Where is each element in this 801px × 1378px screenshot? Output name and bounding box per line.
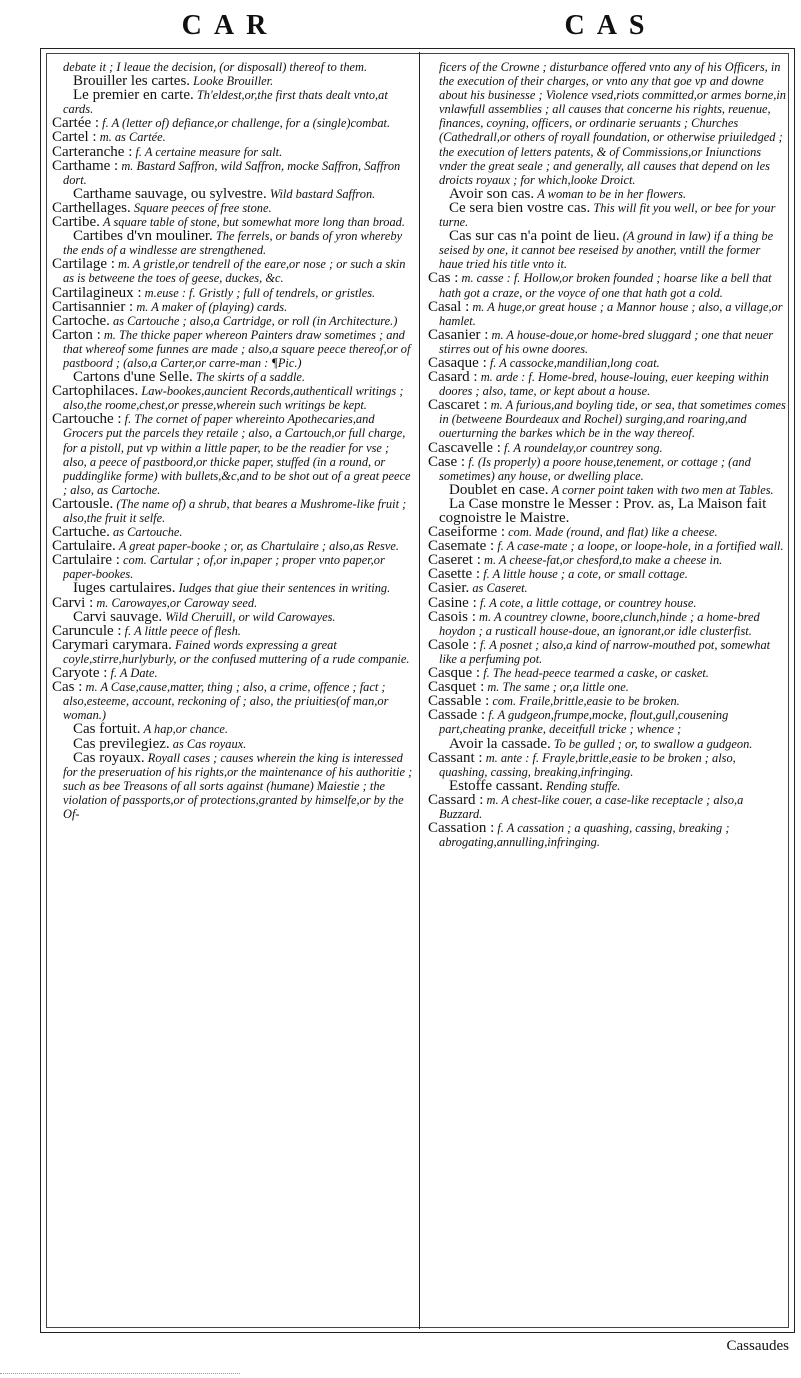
entry-headword: Le premier en carte. bbox=[73, 87, 194, 104]
dictionary-entry bbox=[52, 201, 413, 215]
entry-headword: Casal : bbox=[428, 298, 470, 315]
entry-definition: ficers of the Crowne ; disturbance offered vnto any of his Officers, in the execution of their charges, or vnto any that goe vp and downe about his businesse ; Violence vsed,riots committed,or armes borne,in vnlawfull assemblies ; all causes that concerne his rights, reuenue, finances, coyning, officers, or ordinarie seruants ; Churches (Cathedrall,or others of royall foundation, or otherwise priuiledged ; the execution of letters patents, & of Commissions,or Iniunctions vnder the great seale ; and generally, all causes that depend on les droicts royaux ; for which,looke Droict. bbox=[439, 60, 786, 187]
entry-headword: Cassant : bbox=[428, 749, 483, 766]
entry-headword: Cascaret : bbox=[428, 397, 488, 414]
dictionary-entry bbox=[52, 116, 413, 130]
entry-definition: as Cartouche. bbox=[113, 525, 183, 540]
entry-definition: m. ante : f. Frayle,brittle,easie to be broken ; also, quashing, cassing, breaking,infringing. bbox=[439, 750, 736, 779]
dictionary-entry bbox=[428, 638, 786, 666]
entry-headword: Carthame : bbox=[52, 157, 119, 174]
entry-headword: Cartulaire. bbox=[52, 538, 116, 555]
entry-headword: Cartons d'une Selle. bbox=[73, 369, 193, 386]
dictionary-entry bbox=[428, 525, 786, 539]
entry-definition: Royall cases ; causes wherein the king is interessed for the preseruation of his rights,or the maintenance of his authoritie ; such as bee Treasons of all sorts against (humane) Maiestie ; the violation of passports,or of protections,granted by himselfe,or by the Of- bbox=[63, 750, 413, 821]
entry-definition: f. A little house ; a cote, or small cottage. bbox=[483, 567, 688, 582]
entry-headword: Brouiller les cartes. bbox=[73, 73, 191, 90]
entry-definition: Iudges that giue their sentences in writing. bbox=[178, 581, 391, 596]
entry-headword: Casaque : bbox=[428, 354, 487, 371]
entry-definition: m. A countrey clowne, boore,clunch,hinde ; a home-bred hoydon ; a rusticall house-doue, an ignorant,or idle clusterfist. bbox=[439, 609, 760, 638]
entry-definition: m. Carowayes,or Caroway seed. bbox=[96, 595, 258, 610]
dictionary-entry bbox=[428, 328, 786, 356]
entry-definition: Fained words expressing a great coyle,stirre,hurlyburly, or the confused muttering of a rude companie. bbox=[63, 637, 410, 666]
entry-headword: Casanier : bbox=[428, 326, 489, 343]
entry-definition: Law-bookes,auncient Records,authenticall writings ; also,the roome,chest,or presse,wherein such writings be kept. bbox=[63, 384, 404, 413]
entry-headword: Caseiforme : bbox=[428, 524, 506, 541]
entry-headword: Carton : bbox=[52, 326, 101, 343]
entry-definition: f. (Is properly) a poore house,tenement, or cottage ; (and sometimes) any house, or dwelling place. bbox=[439, 454, 751, 483]
dictionary-entry bbox=[52, 666, 413, 680]
entry-definition: The ferrels, or bands of yron whereby the ends of a windlesse are strengthened. bbox=[63, 229, 403, 258]
entry-definition: m. Bastard Saffron, wild Saffron, mocke Saffron, Saffron dort. bbox=[63, 158, 401, 187]
entry-definition: f. The head-peece tearmed a caske, or casket. bbox=[483, 666, 709, 681]
entry-definition: m. The same ; or,a little one. bbox=[487, 680, 629, 695]
catchword: Cassaudes bbox=[726, 1338, 789, 1354]
entry-headword: Cartousle. bbox=[52, 495, 114, 512]
entry-definition: as Cas royaux. bbox=[172, 736, 247, 751]
dictionary-entry bbox=[428, 187, 786, 201]
running-head-left: CAR bbox=[181, 10, 279, 41]
entry-definition: m. arde : f. Home-bred, house-louing, euer keeping within doores ; also, tame, or kept about a house. bbox=[439, 370, 769, 399]
dictionary-entry bbox=[52, 314, 413, 328]
entry-headword: Cas : bbox=[52, 679, 83, 696]
entry-headword: Casard : bbox=[428, 369, 478, 386]
entry-headword: Caryote : bbox=[52, 665, 108, 682]
entry-headword: Cas previlegiez. bbox=[73, 735, 170, 752]
entry-headword: Cartisannier : bbox=[52, 298, 134, 315]
entry-headword: Doublet en case. bbox=[449, 481, 549, 498]
entry-definition: m. A huge,or great house ; a Mannor house ; also, a village,or hamlet. bbox=[439, 299, 783, 328]
entry-headword: Cascavelle : bbox=[428, 439, 501, 456]
entry-definition: debate it ; I leaue the decision, (or disposall) thereof to them. bbox=[63, 60, 368, 74]
dictionary-entry bbox=[428, 60, 786, 187]
entry-headword: Cartouche : bbox=[52, 411, 122, 428]
entry-definition: f. A cote, a little cottage, or countrey house. bbox=[479, 595, 697, 610]
entry-headword: Carvi : bbox=[52, 594, 94, 611]
entry-headword: Avoir la cassade. bbox=[449, 735, 551, 752]
entry-headword: Case : bbox=[428, 453, 466, 470]
dictionary-entry bbox=[52, 229, 413, 257]
entry-headword: Cassade : bbox=[428, 707, 486, 724]
entry-headword: Casier. bbox=[428, 580, 470, 597]
dictionary-entry bbox=[52, 384, 413, 412]
dictionary-entry bbox=[52, 610, 413, 624]
dictionary-entry bbox=[52, 159, 413, 187]
entry-headword: Cartulaire : bbox=[52, 552, 120, 569]
entry-definition: f. A roundelay,or countrey song. bbox=[504, 440, 663, 455]
dictionary-entry bbox=[52, 553, 413, 581]
dictionary-entry bbox=[52, 328, 413, 370]
entry-headword: Cas : bbox=[428, 270, 459, 287]
entry-definition: Rending stuffe. bbox=[545, 778, 621, 793]
dictionary-entry bbox=[52, 638, 413, 666]
entry-headword: Casemate : bbox=[428, 538, 495, 555]
entry-definition: f. A case-mate ; a loope, or loope-hole, in a fortified wall. bbox=[497, 539, 784, 554]
dictionary-entry bbox=[52, 74, 413, 88]
entry-definition: Square peeces of free stone. bbox=[133, 200, 272, 215]
dictionary-entry bbox=[52, 130, 413, 144]
dictionary-entry bbox=[428, 455, 786, 483]
entry-definition: The skirts of a saddle. bbox=[195, 370, 305, 385]
entry-definition: f. A cassation ; a quashing, cassing, breaking ; abrogating,annulling,infringing. bbox=[439, 821, 730, 850]
entry-headword: Casine : bbox=[428, 594, 477, 611]
dictionary-entry bbox=[52, 412, 413, 497]
entry-headword: Casole : bbox=[428, 636, 477, 653]
entry-definition: as Caseret. bbox=[472, 581, 528, 596]
dictionary-entry bbox=[428, 737, 786, 751]
entry-definition: f. A posnet ; also,a kind of narrow-mouthed pot, somewhat like a perfuming pot. bbox=[439, 637, 771, 666]
entry-definition: f. A (letter of) defiance,or challenge, for a (single)combat. bbox=[102, 116, 391, 131]
left-column bbox=[52, 60, 413, 1325]
dictionary-entry bbox=[52, 215, 413, 229]
entry-definition: (A ground in law) if a thing be seised by one, it cannot bee reseised by another, vntill the former haue tried his title vnto it. bbox=[439, 229, 774, 272]
dictionary-entry bbox=[52, 737, 413, 751]
running-head-right: CAS bbox=[564, 10, 657, 41]
dictionary-entry bbox=[428, 229, 786, 271]
entry-headword: Cartée : bbox=[52, 115, 100, 132]
entry-definition: f. A Date. bbox=[110, 666, 158, 681]
dictionary-entry bbox=[428, 553, 786, 567]
dictionary-entry bbox=[52, 286, 413, 300]
entry-definition: m. A chest-like couer, a case-like receptacle ; also,a Buzzard. bbox=[439, 792, 744, 821]
entry-headword: Cartilagineux : bbox=[52, 284, 142, 301]
dictionary-entry bbox=[52, 497, 413, 525]
right-column bbox=[428, 60, 786, 1290]
entry-definition: A hap,or chance. bbox=[143, 722, 229, 737]
dictionary-entry bbox=[428, 708, 786, 736]
entry-headword: Cassard : bbox=[428, 791, 484, 808]
dictionary-entry bbox=[52, 624, 413, 638]
dictionary-entry bbox=[428, 441, 786, 455]
entry-headword: Cartuche. bbox=[52, 524, 110, 541]
dictionary-entry bbox=[428, 694, 786, 708]
entry-headword: Cartel : bbox=[52, 129, 97, 146]
entry-definition: m. A furious,and boyling tide, or sea, that sometimes comes in (betweene Bourdeaux and Rochel) surging,and roaring,and ouerturning the barkes which be in the way thereof. bbox=[439, 398, 786, 441]
entry-definition: A corner point taken with two men at Tables. bbox=[551, 482, 774, 497]
entry-headword: Cartoche. bbox=[52, 312, 110, 329]
dictionary-entry bbox=[428, 779, 786, 793]
dictionary-entry bbox=[428, 271, 786, 299]
entry-definition: com. Fraile,brittle,easie to be broken. bbox=[492, 694, 680, 709]
dictionary-entry bbox=[428, 596, 786, 610]
entry-headword: Carvi sauvage. bbox=[73, 608, 163, 625]
dictionary-entry bbox=[428, 370, 786, 398]
dictionary-entry bbox=[52, 722, 413, 736]
dictionary-entry bbox=[428, 666, 786, 680]
entry-headword: Avoir son cas. bbox=[449, 185, 535, 202]
dictionary-entry bbox=[52, 370, 413, 384]
entry-definition: Wild bastard Saffron. bbox=[269, 186, 376, 201]
dictionary-entry bbox=[428, 680, 786, 694]
entry-headword: Casque : bbox=[428, 665, 481, 682]
dictionary-entry bbox=[428, 497, 786, 525]
entry-definition: A great paper-booke ; or, as Chartulaire ; also,as Resve. bbox=[118, 539, 399, 554]
dictionary-entry bbox=[428, 567, 786, 581]
footer-rule bbox=[0, 1373, 240, 1374]
entry-definition: f. The cornet of paper whereinto Apothecaries,and Grocers put the parcels they retaile ; also, a Cartouch,or full charge, for a pistoll, put vp within a little paper, to be the readier for vse ; also, a peece of pastboord,or thicke paper, stuffed (in a round, or puddinglike forme) with bullets,&c,and to be shot out of a great peece ; also, as Cartoche. bbox=[63, 412, 411, 497]
entry-headword: Caseret : bbox=[428, 552, 481, 569]
dictionary-entry bbox=[52, 751, 413, 821]
entry-headword: Casette : bbox=[428, 566, 481, 583]
dictionary-entry bbox=[428, 483, 786, 497]
entry-headword: Cassable : bbox=[428, 693, 490, 710]
entry-headword: Iuges cartulaires. bbox=[73, 580, 176, 597]
dictionary-entry bbox=[52, 581, 413, 595]
entry-definition: m. A house-doue,or home-bred sluggard ; one that neuer stirres out of his owne doores. bbox=[439, 327, 774, 356]
entry-definition: m. casse : f. Hollow,or broken founded ; hoarse like a bell that hath got a craze, or the voyce of one that hath got a cold. bbox=[439, 271, 772, 300]
entry-definition: To be gulled ; or, to swallow a gudgeon. bbox=[553, 736, 753, 751]
entry-definition: This will fit you well, or bee for your turne. bbox=[439, 200, 776, 230]
dictionary-entry bbox=[52, 596, 413, 610]
dictionary-entry bbox=[428, 300, 786, 328]
dictionary-entry bbox=[52, 187, 413, 201]
entry-headword: Cassation : bbox=[428, 820, 495, 837]
entry-definition: com. Cartular ; of,or in,paper ; proper vnto paper,or paper-bookes. bbox=[63, 553, 385, 582]
entry-headword: Cartibes d'vn mouliner. bbox=[73, 228, 213, 245]
entry-definition: f. A certaine measure for salt. bbox=[135, 144, 283, 159]
entry-headword: Cartophilaces. bbox=[52, 383, 139, 400]
entry-definition: m. as Cartée. bbox=[99, 130, 166, 145]
entry-headword: La Case monstre le Messer : Prov. as, La Maison fait cognoistre le Maistre. bbox=[439, 495, 767, 526]
entry-headword: Cartilage : bbox=[52, 256, 115, 273]
dictionary-entry bbox=[52, 257, 413, 285]
entry-definition: m. The thicke paper whereon Painters draw sometimes ; and that whereof some funnes are made ; also,a square peece thereof,or of pastboord ; (also,a Carter,or carre-man : ¶Pic.) bbox=[63, 327, 411, 370]
entry-definition: A woman to be in her flowers. bbox=[537, 186, 687, 201]
entry-definition: Wild Cheruill, or wild Carowayes. bbox=[165, 609, 336, 624]
dictionary-entry bbox=[428, 539, 786, 553]
entry-headword: Carthellages. bbox=[52, 199, 131, 216]
entry-definition: as Cartouche ; also,a Cartridge, or roll (in Architecture.) bbox=[113, 313, 398, 328]
entry-definition: A square table of stone, but somewhat more long than broad. bbox=[103, 215, 405, 230]
entry-definition: (The name of) a shrub, that beares a Mushrome-like fruit ; also,the fruit it selfe. bbox=[63, 496, 407, 525]
entry-headword: Estoffe cassant. bbox=[449, 777, 543, 794]
entry-definition: f. A little peece of flesh. bbox=[124, 623, 241, 638]
dictionary-entry bbox=[428, 610, 786, 638]
dictionary-entry bbox=[428, 793, 786, 821]
entry-definition: f. A gudgeon,frumpe,mocke, flout,gull,cousening part,cheating pranke, deceitfull tricke ; whence ; bbox=[439, 708, 729, 737]
entry-headword: Caruncule : bbox=[52, 622, 122, 639]
dictionary-entry bbox=[428, 821, 786, 849]
dictionary-entry bbox=[52, 60, 413, 74]
dictionary-entry bbox=[52, 88, 413, 116]
dictionary-entry bbox=[428, 581, 786, 595]
entry-definition: Th'eldest,or,the first thats dealt vnto,at cards. bbox=[63, 88, 388, 117]
dictionary-entry bbox=[52, 300, 413, 314]
entry-headword: Cas royaux. bbox=[73, 749, 145, 766]
entry-headword: Casois : bbox=[428, 608, 476, 625]
entry-definition: f. A cassocke,mandilian,long coat. bbox=[489, 355, 660, 370]
dictionary-entry bbox=[52, 680, 413, 722]
entry-headword: Carteranche : bbox=[52, 143, 133, 160]
entry-definition: m. A cheese-fat,or chesford,to make a cheese in. bbox=[484, 553, 723, 568]
dictionary-entry bbox=[52, 525, 413, 539]
entry-headword: Casquet : bbox=[428, 679, 485, 696]
entry-headword: Carymari carymara. bbox=[52, 636, 172, 653]
entry-definition: m. A maker of (playing) cards. bbox=[136, 299, 288, 314]
dictionary-entry bbox=[428, 751, 786, 779]
dictionary-entry bbox=[428, 356, 786, 370]
entry-definition: com. Made (round, and flat) like a cheese. bbox=[508, 525, 718, 540]
entry-headword: Cas sur cas n'a point de lieu. bbox=[449, 228, 620, 245]
dictionary-entry bbox=[52, 145, 413, 159]
entry-headword: Ce sera bien vostre cas. bbox=[449, 199, 591, 216]
entry-definition: m. A Case,cause,matter, thing ; also, a crime, offence ; fact ; also,esteeme, account, reckoning of ; also, the priuities(of man,or woman.) bbox=[63, 680, 389, 723]
entry-headword: Cas fortuit. bbox=[73, 721, 141, 738]
entry-headword: Cartibe. bbox=[52, 214, 100, 231]
dictionary-entry bbox=[428, 398, 786, 440]
dictionary-entry bbox=[428, 201, 786, 229]
entry-headword: Carthame sauvage, ou sylvestre. bbox=[73, 185, 267, 202]
entry-definition: m. A gristle,or tendrell of the eare,or nose ; or such a skin as is betweene the toes of geese, duckes, &c. bbox=[63, 257, 406, 286]
dictionary-entry bbox=[52, 539, 413, 553]
column-divider bbox=[419, 52, 420, 1329]
entry-definition: Looke Brouiller. bbox=[193, 74, 274, 89]
entry-definition: m.euse : f. Gristly ; full of tendrels, or gristles. bbox=[144, 285, 376, 300]
